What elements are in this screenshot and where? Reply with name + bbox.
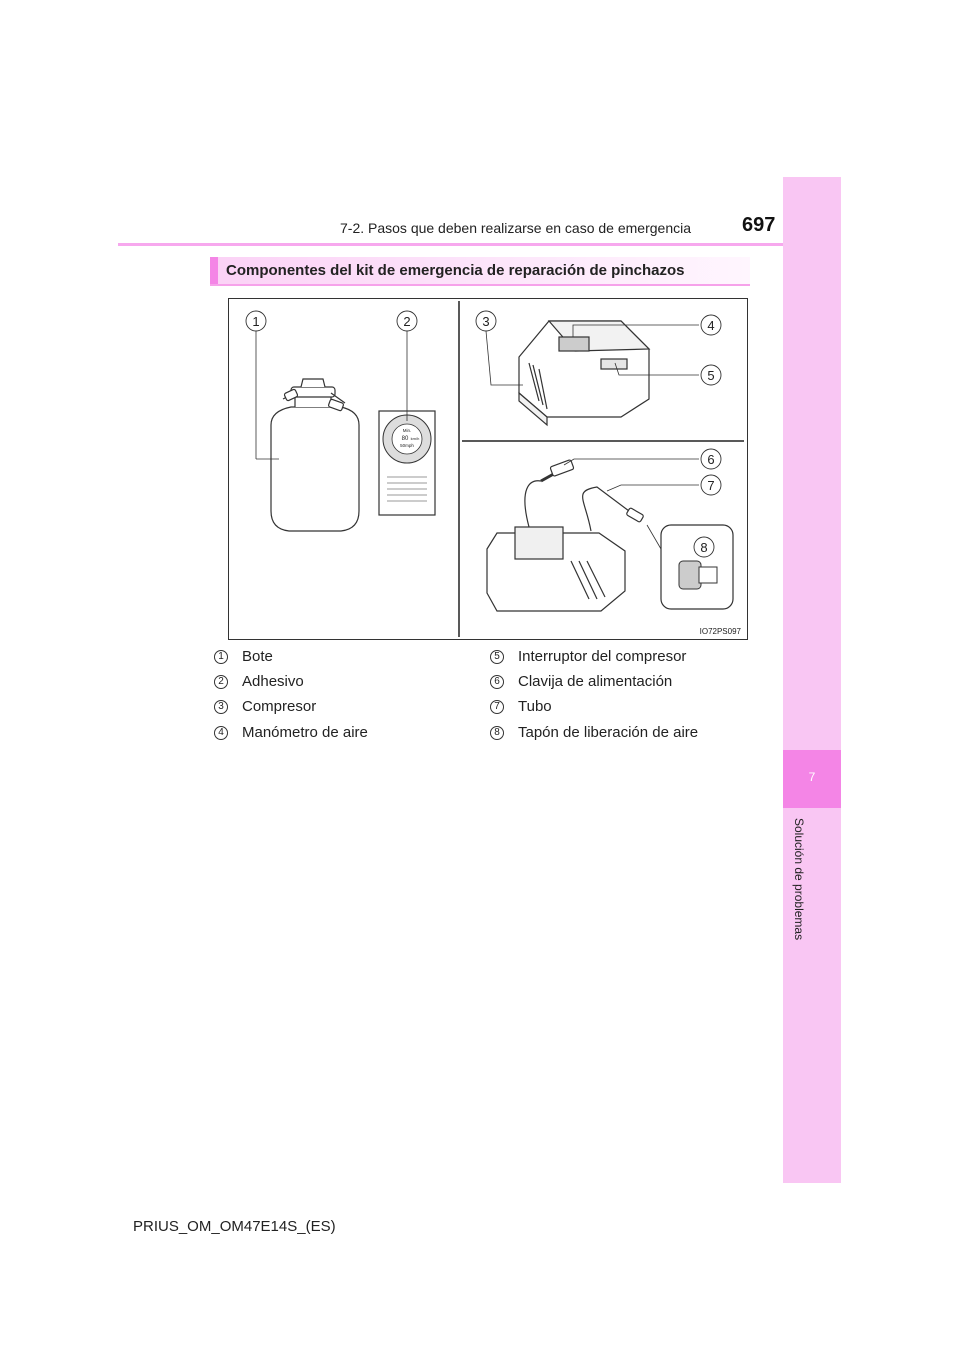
compressor-illustration: [519, 321, 649, 425]
chapter-number: 7: [808, 770, 816, 784]
header-rule: [118, 243, 783, 246]
sticker-text-unit: km/h: [410, 436, 420, 441]
sticker-text-mph: 50mph: [400, 443, 414, 448]
release-cap-illustration: [647, 525, 733, 609]
legend-number: 5: [490, 650, 504, 664]
figure-code: IO72PS097: [699, 627, 741, 636]
callout-6: 6: [707, 452, 715, 467]
sticker-illustration: [379, 411, 435, 515]
legend-label: Bote: [242, 648, 273, 665]
callout-3: 3: [482, 314, 490, 329]
legend-number: 3: [214, 700, 228, 714]
title-bar-accent: [210, 257, 218, 284]
legend-number: 4: [214, 726, 228, 740]
chapter-side-tab: [783, 177, 841, 1183]
legend-label: Compresor: [242, 698, 317, 715]
section-title-bar: [210, 257, 750, 286]
sticker-text-speed: 80: [401, 436, 409, 442]
document-code: PRIUS_OM_OM47E14S_(ES): [133, 1218, 336, 1235]
legend-number: 8: [490, 726, 504, 740]
legend-label: Tubo: [518, 698, 552, 715]
kit-components-figure: [228, 298, 748, 640]
legend-label: Interruptor del compresor: [518, 648, 687, 665]
chapter-label: Solución de problemas: [792, 818, 806, 941]
legend-number: 1: [214, 650, 228, 664]
bottle-illustration: [271, 379, 359, 531]
legend-number: 6: [490, 675, 504, 689]
legend-label: Tapón de liberación de aire: [518, 724, 699, 741]
component-legend: [214, 648, 754, 748]
sticker-text-min: Min.: [402, 428, 412, 433]
legend-number: 7: [490, 700, 504, 714]
legend-label: Clavija de alimentación: [518, 673, 673, 690]
callout-1: 1: [252, 314, 260, 329]
section-title: Componentes del kit de emergencia de reparación de pinchazos: [226, 262, 685, 279]
callout-7: 7: [707, 478, 715, 493]
callout-4: 4: [707, 318, 715, 333]
callout-5: 5: [707, 368, 715, 383]
legend-label: Adhesivo: [242, 673, 304, 690]
callout-2: 2: [403, 314, 411, 329]
legend-number: 2: [214, 675, 228, 689]
page-number: 697: [742, 214, 776, 236]
compressor-with-cord-illustration: [487, 460, 644, 611]
header-section-title: 7-2. Pasos que deben realizarse en caso de emergencia: [340, 220, 691, 236]
kit-illustration: [229, 299, 749, 641]
legend-label: Manómetro de aire: [242, 724, 368, 741]
callout-8: 8: [700, 540, 708, 555]
